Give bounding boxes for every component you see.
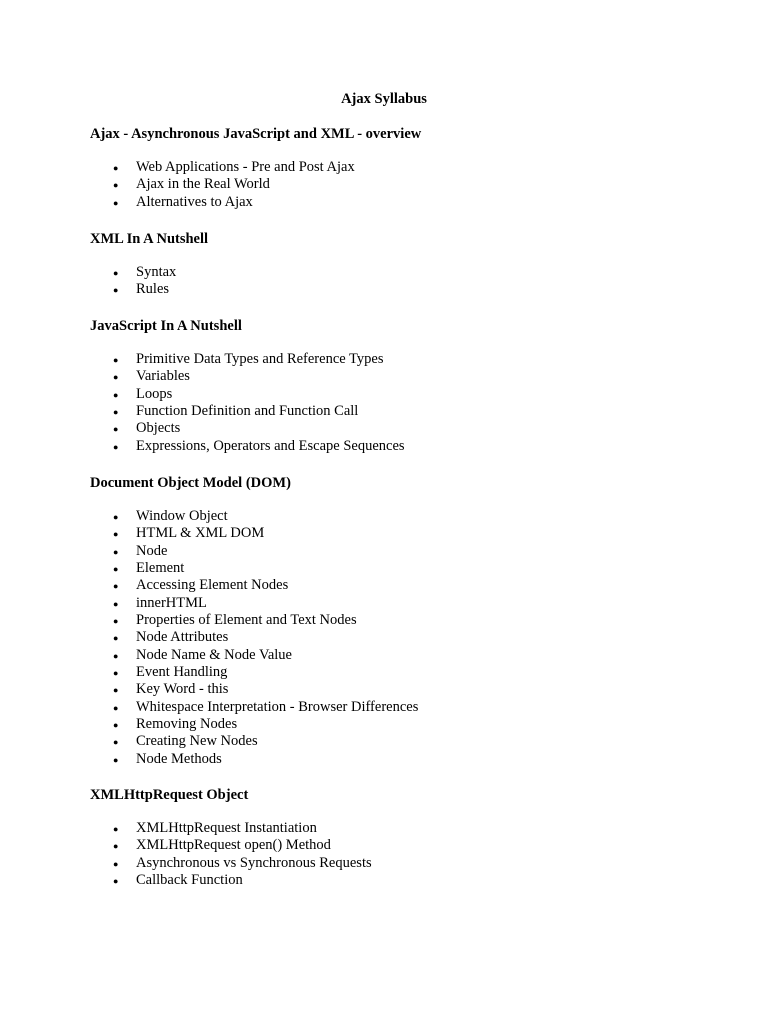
bullet-icon: ● bbox=[113, 546, 119, 557]
list-item: ● Whitespace Interpretation - Browser Differences bbox=[90, 699, 418, 716]
bullet-icon: ● bbox=[113, 841, 119, 852]
list-item: ● XMLHttpRequest Instantiation bbox=[90, 820, 372, 837]
section-heading-overview: Ajax - Asynchronous JavaScript and XML - overview bbox=[90, 126, 422, 142]
list-item: ● Ajax in the Real World bbox=[90, 176, 355, 193]
list-item: ● innerHTML bbox=[90, 595, 418, 612]
bullet-icon: ● bbox=[113, 389, 119, 400]
bullet-icon: ● bbox=[113, 163, 119, 173]
list-item: ● Key Word - this bbox=[90, 681, 418, 698]
section-list-xml bbox=[90, 264, 176, 299]
bullet-icon: ● bbox=[113, 441, 119, 452]
list-item: ● Creating New Nodes bbox=[90, 733, 418, 750]
bullet-icon: ● bbox=[113, 702, 119, 713]
bullet-icon: ● bbox=[113, 668, 119, 679]
section-list-xmlhttprequest bbox=[90, 820, 372, 889]
list-item: ● Expressions, Operators and Escape Sequences bbox=[90, 438, 405, 455]
section-list-overview bbox=[90, 159, 355, 211]
list-item: ● Node Methods bbox=[90, 751, 418, 768]
bullet-icon: ● bbox=[113, 616, 119, 627]
bullet-icon: ● bbox=[113, 685, 119, 696]
document-title: Ajax Syllabus bbox=[341, 91, 427, 107]
list-item: ● Syntax bbox=[90, 264, 176, 281]
bullet-icon: ● bbox=[113, 372, 119, 383]
list-item: ● HTML & XML DOM bbox=[90, 525, 418, 542]
bullet-icon: ● bbox=[113, 754, 119, 765]
bullet-icon: ● bbox=[113, 650, 119, 661]
list-item: ● Rules bbox=[90, 281, 176, 298]
list-item: ● Asynchronous vs Synchronous Requests bbox=[90, 855, 372, 872]
list-item: ● Primitive Data Types and Reference Types bbox=[90, 351, 405, 368]
bullet-icon: ● bbox=[113, 737, 119, 748]
bullet-icon: ● bbox=[113, 633, 119, 644]
list-item: ● Element bbox=[90, 560, 418, 577]
bullet-icon: ● bbox=[113, 285, 119, 296]
bullet-icon: ● bbox=[113, 564, 119, 575]
list-item: ● Variables bbox=[90, 368, 405, 385]
list-item: ● Alternatives to Ajax bbox=[90, 194, 355, 211]
list-item: ● Web Applications - Pre and Post Ajax bbox=[90, 159, 355, 176]
list-item: ● Node Name & Node Value bbox=[90, 647, 418, 664]
bullet-icon: ● bbox=[113, 355, 119, 365]
section-heading-xmlhttprequest: XMLHttpRequest Object bbox=[90, 787, 249, 803]
list-item: ● Loops bbox=[90, 386, 405, 403]
bullet-icon: ● bbox=[113, 720, 119, 731]
list-item: ● Node Attributes bbox=[90, 629, 418, 646]
bullet-icon: ● bbox=[113, 512, 119, 522]
bullet-icon: ● bbox=[113, 197, 119, 208]
bullet-icon: ● bbox=[113, 268, 119, 278]
list-item: ● Properties of Element and Text Nodes bbox=[90, 612, 418, 629]
bullet-icon: ● bbox=[113, 581, 119, 592]
bullet-icon: ● bbox=[113, 876, 119, 887]
list-item: ● Callback Function bbox=[90, 872, 372, 889]
bullet-icon: ● bbox=[113, 424, 119, 435]
section-heading-javascript: JavaScript In A Nutshell bbox=[90, 318, 242, 334]
bullet-icon: ● bbox=[113, 529, 119, 540]
section-list-javascript bbox=[90, 351, 405, 455]
list-item: ● Event Handling bbox=[90, 664, 418, 681]
bullet-icon: ● bbox=[113, 598, 119, 609]
list-item: ● Removing Nodes bbox=[90, 716, 418, 733]
list-item: ● Objects bbox=[90, 420, 405, 437]
list-item: ● Node bbox=[90, 543, 418, 560]
list-item: ● XMLHttpRequest open() Method bbox=[90, 837, 372, 854]
section-heading-dom: Document Object Model (DOM) bbox=[90, 475, 291, 491]
bullet-icon: ● bbox=[113, 407, 119, 418]
list-item: ● Window Object bbox=[90, 508, 418, 525]
bullet-icon: ● bbox=[113, 180, 119, 191]
section-heading-xml: XML In A Nutshell bbox=[90, 231, 209, 247]
list-item: ● Function Definition and Function Call bbox=[90, 403, 405, 420]
bullet-icon: ● bbox=[113, 858, 119, 869]
section-list-dom bbox=[90, 508, 418, 768]
bullet-icon: ● bbox=[113, 824, 119, 834]
list-item: ● Accessing Element Nodes bbox=[90, 577, 418, 594]
